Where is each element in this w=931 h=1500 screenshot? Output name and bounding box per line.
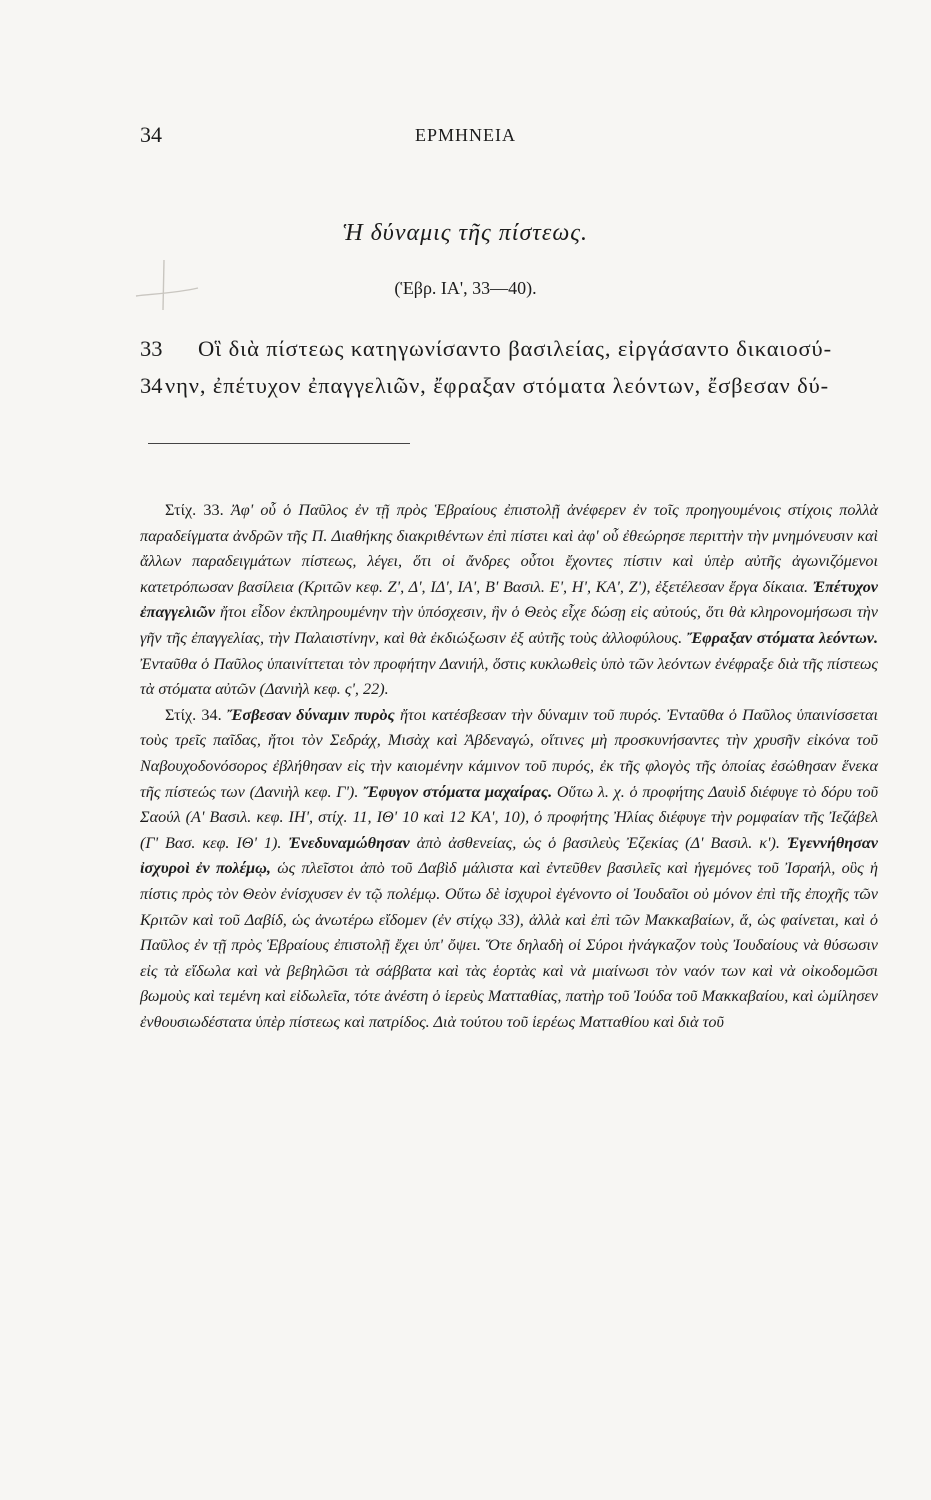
verse-label: Στίχ. 33. [165,501,224,519]
commentary-text: ἀπὸ ἀσθενείας, ὡς ὁ βασιλεὺς Ἐζεκίας (Δ' Βασιλ. κ'). [409,833,787,852]
footnote-divider [148,443,410,444]
verse-number: 34 [140,373,163,398]
lemma: Ἐνεδυναμώθησαν [288,833,410,852]
running-title: ΕΡΜΗΝΕΙΑ [415,125,516,145]
commentary-paragraph [140,498,878,703]
commentary-text: Οὕτω λ. χ. ὁ προφήτης Δαυὶδ διέφυγε τὸ δόρυ τοῦ Σαούλ (Α' Βασιλ. κεφ. ΙΗ', στίχ. 11, ΙΘ' 10 καὶ 12 ΚΑ', 10), ὁ προφήτης Ἠλίας διέφυγε τὴν ρομφαίαν τῆς Ἰεζάβελ (Γ' Βασ. κεφ. ΙΘ' 1). [140,782,879,852]
lemma: Ἐπέτυχον ἐπαγγελιῶν [140,577,878,622]
verse-number: 33 [140,336,163,361]
commentary-text: ἤτοι κατέσβεσαν τὴν δύναμιν τοῦ πυρός. Ἐνταῦθα ὁ Παῦλος ὑπαινίσσεται τοὺς τρεῖς παῖδας, ἤτοι τὸν Σεδράχ, Μισὰχ καὶ Ἀβδεναγώ, οἵτινες μὴ προσκυνήσαντες τὴν χρυσῆν εἰκόνα τοῦ Ναβουχοδονόσορος ἐβλήθησαν εἰς τὴν καιομένην κάμινον τοῦ πυρός, ἐκ τῆς φλογὸς τῆς ὁποίας ἐσώθησαν ἕνεκα τῆς πίστεώς των (Δανιὴλ κεφ. Γ'). [140,705,878,801]
verse-text: νην, ἐπέτυχον ἐπαγγελιῶν, ἔφραξαν στόματα λεόντων, ἔσβεσαν δύ- [165,373,830,398]
commentary-paragraph [140,703,878,1036]
lemma: Ἔσβεσαν δύναμιν πυρὸς [221,705,395,724]
commentary-text: ἤτοι εἶδον ἐκπληρουμένην τὴν ὑπόσχεσιν, ἣν ὁ Θεὸς εἶχε δώσῃ εἰς αὐτούς, ὅτι θὰ κληρονομήσωσι τὴν γῆν τῆς ἐπαγγελίας, τὴν Παλαιστίνην, καὶ θὰ ἐκδιώξωσιν ἐξ αὐτῆς τοὺς ἀλλοφύλους. [140,603,878,647]
page-number: 34 [140,122,162,147]
commentary-text: Ἐνταῦθα ὁ Παῦλος ὑπαινίττεται τὸν προφήτην Δανιήλ, ὅστις κυκλωθεὶς ὑπὸ τῶν λεόντων ἐνέφραξε διὰ τῆς πίστεως τὰ στόματα αὐτῶν (Δανιὴλ κεφ. ς', 22). [140,654,878,699]
commentary-text: Ἀφ' οὗ ὁ Παῦλος ἐν τῇ πρὸς Ἑβραίους ἐπιστολῇ ἀνέφερεν ἐν τοῖς προηγουμένοις στίχοις πολλὰ παραδείγματα ἀνδρῶν τῆς Π. Διαθήκης διακριθέντων ἐπὶ πίστει καὶ ἀφ' οὗ ἐθεώρησε περιττὴν τὴν μνημόνευσιν καὶ ἄλλων παραδειγμάτων πίστεως, λέγει, ὅτι οἱ ἄνδρες οὗτοι ἔχοντες πίστιν καὶ ὑπὲρ αὐτῆς ἀγωνιζόμενοι κατετρόπωσαν βασίλεια (Κριτῶν κεφ. Ζ', Δ', ΙΔ', ΙΑ', Β' Βασιλ. Ε', Η', ΚΑ', Ζ'), ἐξετέλεσαν ἔργα δίκαια. [140,501,878,596]
verse-line [140,373,880,399]
lemma: Ἔφυγον στόματα μαχαίρας. [363,782,553,801]
lemma: Ἐγεννήθησαν ἰσχυροὶ ἐν πολέμῳ, [140,833,878,878]
verse-text: Οἳ διὰ πίστεως κατηγωνίσαντο βασιλείας, εἰργάσαντο δικαιοσύ- [198,336,832,361]
section-title: Ἡ δύναμις τῆς πίστεως. [342,220,589,246]
verse-label: Στίχ. 34. [165,705,222,724]
verse-line [140,336,880,362]
commentary [140,498,878,1035]
lemma: Ἔφραξαν στόματα λεόντων. [686,628,879,647]
section-reference: (Ἑβρ. ΙΑ', 33—40). [394,278,537,298]
commentary-text: ὡς πλεῖστοι ἀπὸ τοῦ Δαβὶδ μάλιστα καὶ ἐντεῦθεν βασιλεῖς καὶ ἡγεμόνες τοῦ Ἰσραήλ, οὓς ἡ πίστις πρὸς τὸν Θεὸν ἐνίσχυσεν ἐν τῷ πολέμῳ. Οὕτω δὲ ἰσχυροὶ ἐγένοντο οἱ Ἰουδαῖοι οὐ μόνον ἐπὶ τῆς ἐποχῆς τῶν Κριτῶν καὶ τοῦ Δαβίδ, ὡς ἀνωτέρω εἴδομεν (ἐν στίχῳ 33), ἀλλὰ καὶ ἐπὶ τῶν Μακκαβαίων, ἅ, ὡς φαίνεται, καὶ ὁ Παῦλος ἐν τῇ πρὸς Ἑβραίους ἐπιστολῇ ἔχει ὑπ' ὄψει. Ὅτε δηλαδὴ οἱ Σύροι ἠνάγκαζον τοὺς Ἰουδαίους νὰ θύσωσιν εἰς τὰ εἴδωλα καὶ νὰ βεβηλῶσι τὰ σάββατα καὶ τὰς ἑορτὰς καὶ νὰ μιαίνωσι τὸν ναόν των καὶ νὰ οἰκοδομῶσι βωμοὺς καὶ τεμένη καὶ εἰδωλεῖα, τότε ἀνέστη ὁ ἱερεὺς Ματταθίας, πατὴρ τοῦ Ἰούδα τοῦ Μακκαβαίου, καὶ ὡμίλησεν ἐνθουσιωδέστατα ὑπὲρ πίστεως καὶ πατρίδος. Διὰ τούτου τοῦ ἱερέως Ματταθίου καὶ διὰ τοῦ [140,859,878,1031]
